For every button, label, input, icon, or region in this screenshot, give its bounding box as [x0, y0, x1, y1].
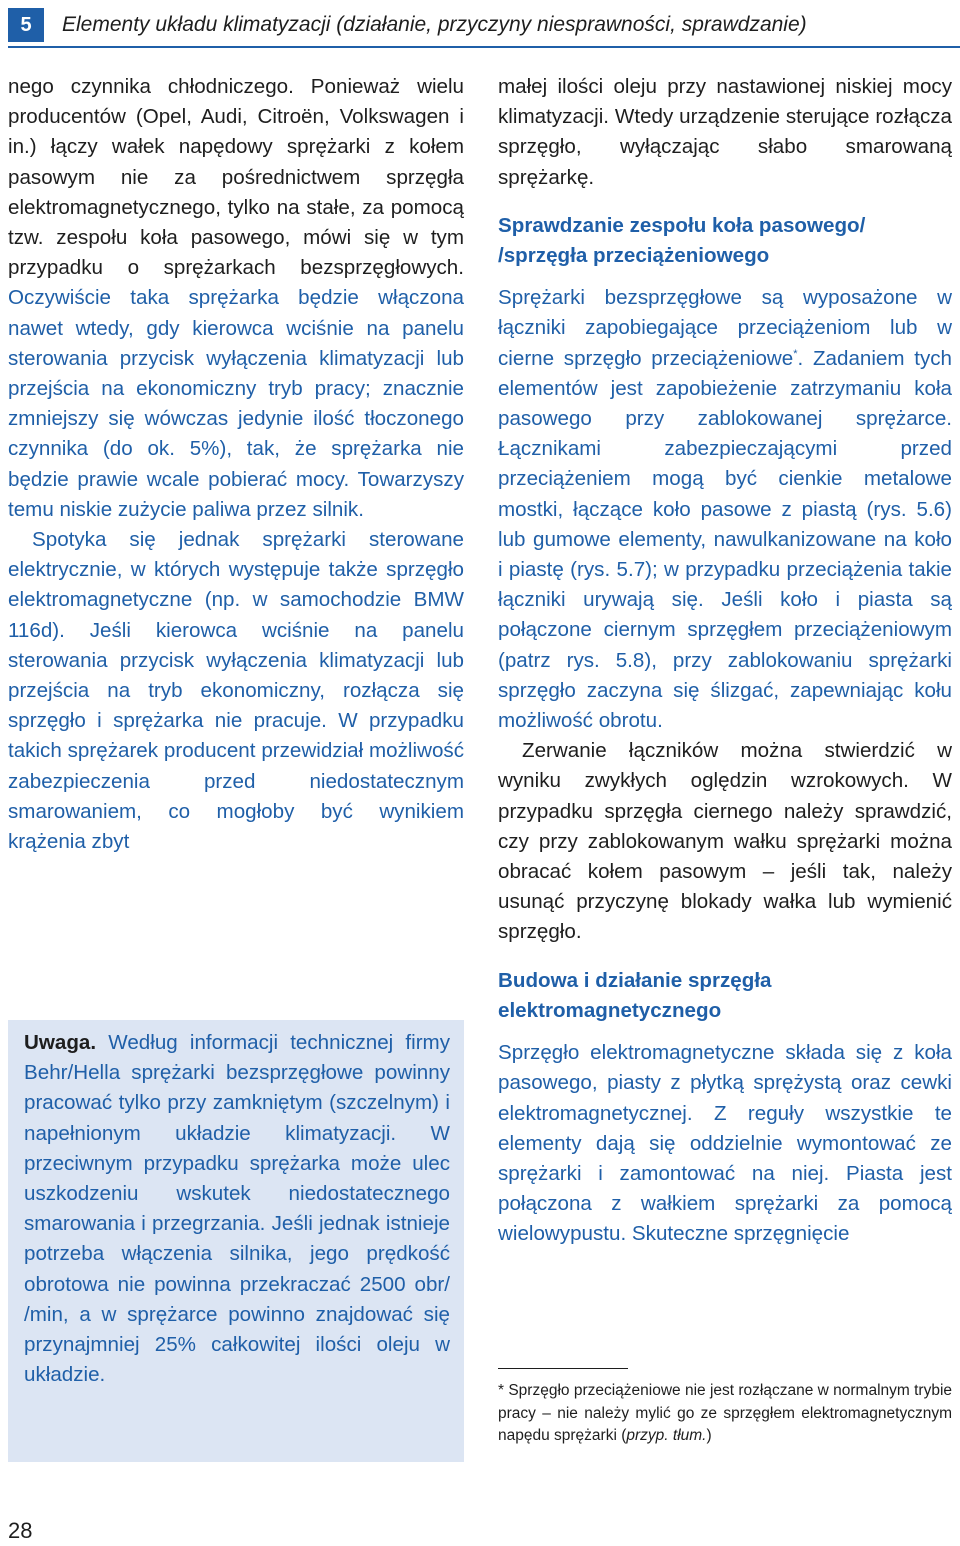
chapter-title: Elementy układu klimatyzacji (działanie, przyczyny niesprawności, sprawdzanie) — [62, 13, 807, 36]
section-heading: Budowa i działanie sprzęgła elektromagnetycznego — [498, 968, 772, 1022]
paragraph: Zerwanie łączników można stwierdzić w wyniku zwykłych oględzin wzrokowych. W przypadku sprzęgła ciernego należy sprawdzić, czy przy zablokowanym wałku sprężarki można obracać kołem pasowym – jeśli tak, należy usunąć przyczynę blokady wałka lub wymienić sprzęgło. — [498, 739, 952, 944]
paragraph-text-highlight: Oczywiście taka sprężarka będzie włączona nawet wtedy, gdy kierowca wciśnie na panelu sterowania przycisk wyłączenia klimatyzacji lub przejścia na ekonomiczny tryb pracy; znacznie zmniejszy się wówczas jedynie ilość tłoczonego czynnika (do ok. 5%), tak, że sprężarka nie będzie prawie wcale pobierać mocy. Towarzyszy temu niskie zużycie paliwa przez silnik. — [8, 286, 464, 521]
right-column — [498, 72, 952, 1250]
page-number: 28 — [8, 1518, 33, 1543]
page-header — [8, 8, 960, 42]
header-divider — [8, 46, 960, 48]
paragraph: Spotyka się jednak sprężarki sterowane elektrycznie, w których występuje także sprzęgło elektromagnetyczne (np. w samochodzie BMW 116d). Jeśli kierowca wciśnie na panelu sterowania przycisk wyłączenia klimatyzacji lub przejścia na tryb ekonomiczny, rozłącza się sprzęgło i sprężarka nie pracuje. W przypadku takich sprężarek producent przewidział możliwość zabezpieczenia przed niedostatecznym smarowaniem, co mogłoby być wynikiem krążenia zbyt — [8, 528, 464, 854]
paragraph — [498, 283, 952, 736]
paragraph: małej ilości oleju przy nastawionej niskiej mocy klimatyzacji. Wtedy urządzenie sterujące rozłącza sprzęgło, wyłączając słabo smarowaną sprężarkę. — [498, 75, 952, 189]
paragraph-text: Sprężarki bezsprzęgłowe są wyposażone w łączniki zapobiegające przeciążeniom lub w cierne sprzęgło przeciążeniowe — [498, 286, 952, 370]
footnote-close: ) — [706, 1427, 712, 1444]
paragraph-text: . Zadaniem tych elementów jest zapobieżenie zatrzymaniu koła pasowego przy zablokowanej sprężarce. Łącznikami zabezpieczającymi przed przeciążeniem mogą być cienkie metalowe mostki, łączące koło pasowe z piastą (rys. 5.6) lub gumowe elementy, nawulkanizowane na koło i piastę (rys. 5.7); w przypadku przeciążenia takie łączniki urywają się. Jeśli koło i piasta są połączone ciernym sprzęgłem przeciążeniowym (patrz rys. 5.8), przy zablokowaniu sprężarki sprzęgło zaczyna się ślizgać, zapewniając kołu możliwość obrotu. — [498, 346, 952, 733]
note-label: Uwaga. — [24, 1031, 97, 1054]
footnote-text: * Sprzęgło przeciążeniowe nie jest rozłączane w normalnym trybie pracy – nie należy mylić go ze sprzęgłem elektromagnetycznym napędu sprężarki ( — [498, 1382, 953, 1444]
section-heading: Sprawdzanie zespołu koła pasowego/ /sprzęgła przeciążeniowego — [498, 213, 866, 268]
footnote — [498, 1380, 952, 1448]
chapter-number-badge: 5 — [8, 8, 44, 42]
note-text: Według informacji technicznej firmy Behr/Hella sprężarki bezsprzęgłowe powinny pracować tylko przy zamkniętym (szczelnym) i napełnionym układzie klimatyzacji. W przeciwnym przypadku sprężarka może ulec uszkodzeniu wskutek niedostatecznego smarowania i przegrzania. Jeśli jednak istnieje potrzeba włączenia silnika, jego prędkość obrotowa nie powinna przekraczać 2500 obr/ /min, a w sprężarce powinno znajdować się przynajmniej 25% całkowitej ilości oleju w układzie. — [24, 1031, 450, 1387]
paragraph: Sprzęgło elektromagnetyczne składa się z koła pasowego, piasty z płytką sprężystą oraz cewki elektromagnetycznej. Z reguły wszystkie te elementy dają się oddzielnie wymontować ze sprężarki i zamontować na niej. Piasta jest połączona z wałkiem sprężarki za pomocą wielowypustu. Skuteczne sprzęgnięcie — [498, 1041, 952, 1246]
note-box — [8, 1020, 464, 1462]
footnote-divider — [498, 1368, 628, 1369]
left-column — [8, 72, 464, 857]
paragraph-text: nego czynnika chłodniczego. Ponieważ wielu producentów (Opel, Audi, Citroën, Volkswagen i in.) łączy wałek napędowy sprężarki z kołem pasowym nie za pośrednictwem sprzęgła elektromagnetycznego, tylko na stałe, za pomocą tzw. zespołu koła pasowego, mówi się w tym przypadku o sprężarkach bezsprzęgłowych. — [8, 75, 464, 280]
footnote-italic: przyp. tłum. — [626, 1427, 707, 1444]
footnote-marker: * — [793, 347, 798, 360]
paragraph — [8, 72, 464, 525]
